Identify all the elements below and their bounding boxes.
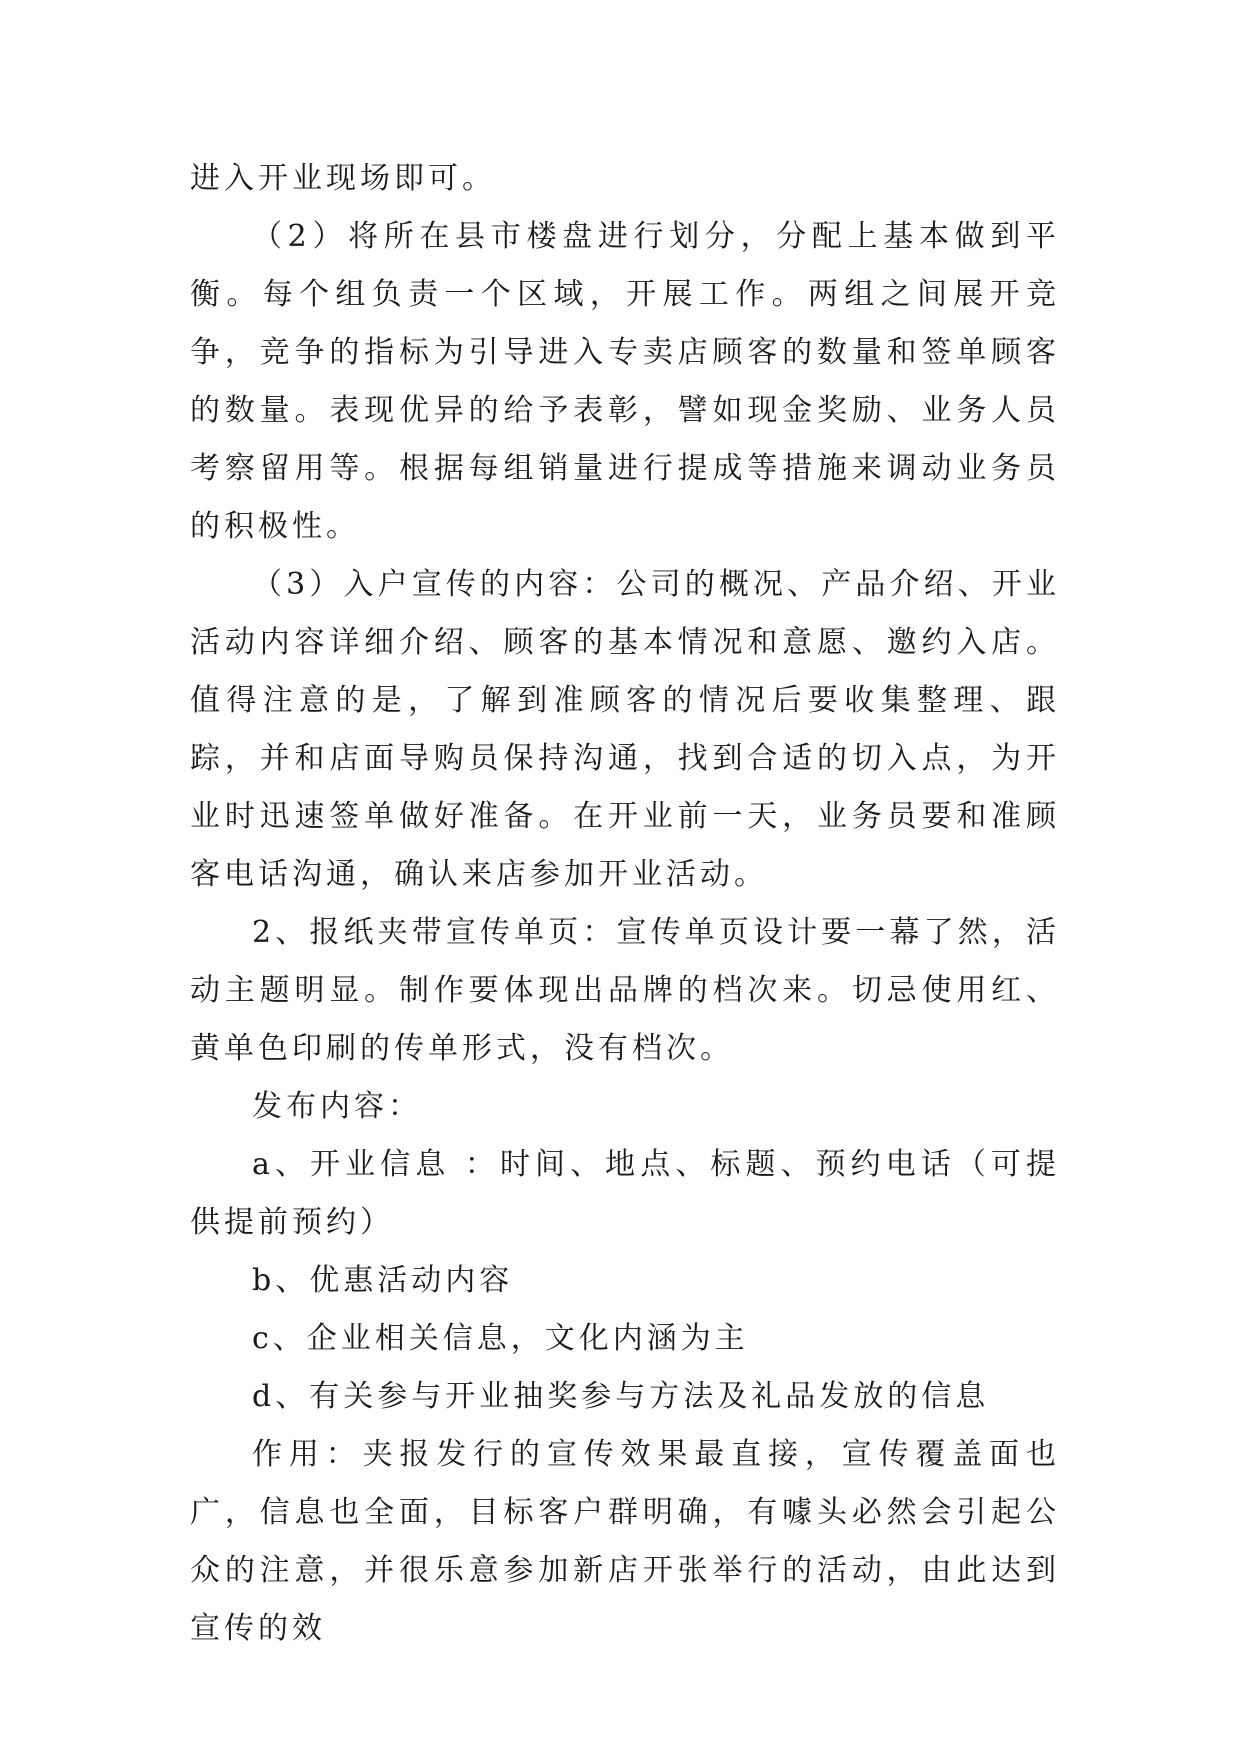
document-body (190, 150, 1060, 1658)
paragraph-continuation: 进入开业现场即可。 (190, 161, 496, 196)
paragraph-newspaper-flyer: 2、报纸夹带宣传单页：宣传单页设计要一幕了然，活动主题明显。制作要体现出品牌的档次来。切忌使用红、黄单色印刷的传单形式，没有档次。 (190, 915, 1060, 1066)
list-item-promotions: b、优惠活动内容 (252, 1263, 514, 1298)
list-item-opening-info: a、开业信息 ：时间、地点、标题、预约电话（可提供提前预约） (190, 1147, 1060, 1240)
list-item-lottery-info: d、有关参与开业抽奖参与方法及礼品发放的信息 (252, 1379, 990, 1414)
paragraph-area-division: （2）将所在县市楼盘进行划分，分配上基本做到平衡。每个组负责一个区域，开展工作。两组之间展开竞争，竞争的指标为引导进入专卖店顾客的数量和签单顾客的数量。表现优异的给予表彰，譬如现金奖励、业务人员考察留用等。根据每组销量进行提成等措施来调动业务员的积极性。 (190, 219, 1060, 544)
paragraph-effect: 作用：夹报发行的宣传效果最直接，宣传覆盖面也广，信息也全面，目标客户群明确，有噱头必然会引起公众的注意，并很乐意参加新店开张举行的活动，由此达到宣传的效 (190, 1437, 1060, 1646)
paragraph-door-to-door-content: （3）入户宣传的内容：公司的概况、产品介绍、开业活动内容详细介绍、顾客的基本情况和意愿、邀约入店。值得注意的是，了解到准顾客的情况后要收集整理、跟踪，并和店面导购员保持沟通，找到合适的切入点，为开业时迅速签单做好准备。在开业前一天，业务员要和准顾客电话沟通，确认来店参加开业活动。 (190, 567, 1060, 892)
paragraph-publish-content-heading: 发布内容： (252, 1089, 422, 1124)
list-item-company-info: c、企业相关信息，文化内涵为主 (252, 1321, 749, 1356)
